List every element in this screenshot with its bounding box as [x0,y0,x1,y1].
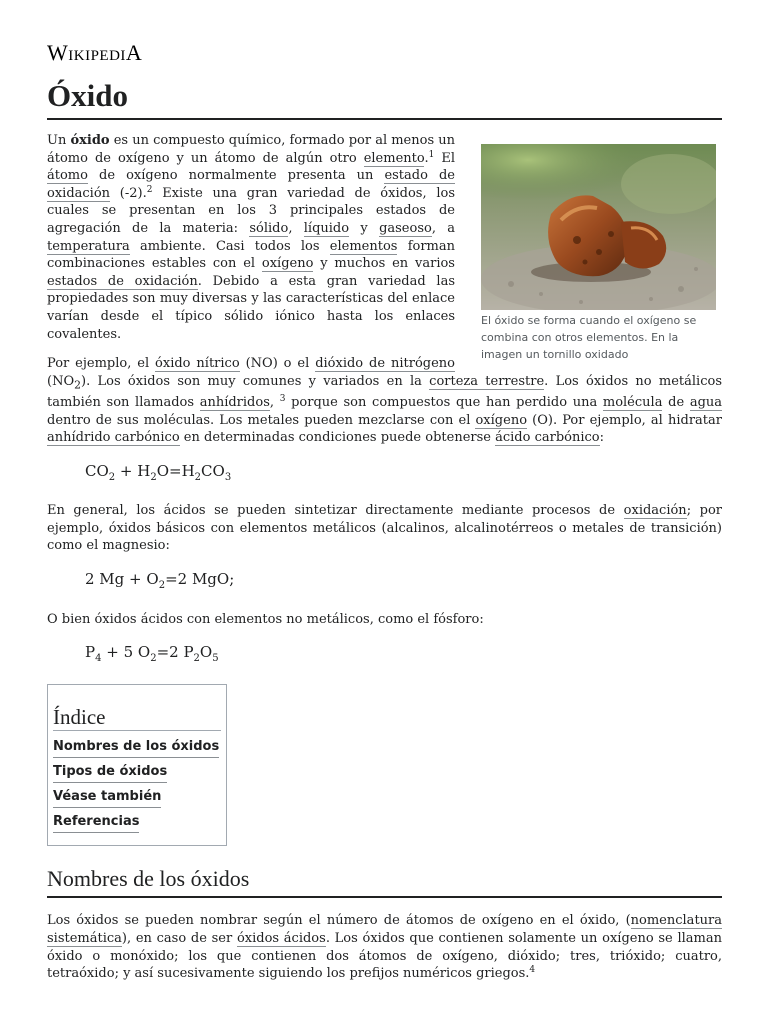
toc-item-referencias[interactable]: Referencias [53,812,139,833]
intro-paragraph: Un óxido es un compuesto químico, formado por al menos un átomo de oxígeno y un átomo de algún otro elemento.$^1$ El átomo de oxígeno normalmente presenta un estado de oxidación (-2).$^2$ Existe una gran variedad de óxidos, los cuales se presentan en los 3 principales estados de agregación de la materia: sólido, líquido y gaseoso, a temperatura ambiente. Casi todos los elementos forman combinaciones estables con el oxígeno y muchos en varios estados de oxidación. Debido a esta gran variedad las propiedades son muy diversas y las características del enlace varían desde el típico sólido iónico hasta los enlaces covalentes. [47,133,456,342]
acids-paragraph: En general, los ácidos se pueden sintetizar directamente mediante procesos de oxidación; por ejemplo, óxidos básicos con elementos metálicos (alcalinos, alcalinotérreos o metales de transición) como el magnesio: [47,503,723,554]
wikipedia-wordmark[interactable]: WikipediA [47,40,143,65]
rusty-bolt-photo[interactable] [481,144,716,310]
equation-carbonic-acid: $CO_2 + H_2O=H_2CO_3$ [85,461,232,483]
link-oxido-nitrico[interactable]: óxido nítrico [155,356,240,372]
link-oxidacion[interactable]: oxidación [623,503,687,519]
link-corteza-terrestre[interactable]: corteza terrestre [429,373,545,389]
table-of-contents [47,684,227,847]
link-oxigeno-2[interactable]: oxígeno [475,412,528,428]
toc-title: Índice [53,709,221,732]
link-elementos[interactable]: elementos [329,238,398,254]
link-estado-de-oxidacion[interactable]: estado de oxidación [47,168,455,201]
article-body [47,132,722,995]
citation-2[interactable]: 2 [146,184,153,195]
toc-item-tipos[interactable]: Tipos de óxidos [53,762,167,783]
link-oxigeno[interactable]: oxígeno [261,256,314,272]
bold-term: óxido [70,133,110,148]
link-molecula[interactable]: molécula [602,394,663,410]
nombres-paragraph: Los óxidos se pueden nombrar según el número de átomos de oxígeno en el óxido, (nomenclatura sistemática), en caso de ser óxidos ácidos. Los óxidos que contienen solamente un oxígeno se llaman óxido o monóxido; los que contienen dos átomos de oxígeno, dióxido; tres, trióxido; cuatro, tetraóxido; y así sucesivamente siguiendo los prefijos numéricos griegos.$^4$ [47,913,722,982]
link-nomenclatura-sistematica[interactable]: nomenclatura sistemática [47,913,722,947]
link-anhidridos[interactable]: anhídridos [199,394,270,410]
equation-phosphorus: $P_4 + 5$ $O_2=2$ $P_2O_5$ [85,643,219,665]
link-atomo[interactable]: átomo [47,168,88,184]
thumbnail-figure [481,144,716,363]
link-temperatura[interactable]: temperatura [47,238,130,254]
equation-magnesium: 2 $Mg + O_2=2$ MgO; [85,570,235,592]
link-oxidos-acidos[interactable]: óxidos ácidos [236,931,326,947]
citation-3[interactable]: 3 [279,393,286,404]
link-gaseoso[interactable]: gaseoso [379,220,432,236]
link-elemento[interactable]: elemento [363,150,425,166]
link-dioxido-de-nitrogeno[interactable]: dióxido de nitrógeno [315,356,455,372]
example-paragraph: Por ejemplo, el óxido nítrico (NO) o el dióxido de nitrógeno $(NO_2)$. Los óxidos son muy comunes y variados en la corteza terrestre. Los óxidos no metálicos también son llamados anhídridos, $^3$ porque son compuestos que han perdido una molécula de agua dentro de sus moléculas. Los metales pueden mezclarse con el oxígeno (O). Por ejemplo, al hidratar anhídrido carbónico en determinadas condiciones puede obtenerse ácido carbónico: [47,356,723,446]
link-liquido[interactable]: líquido [303,220,350,236]
phosphorus-paragraph: O bien óxidos ácidos con elementos no metálicos, como el fósforo: [47,611,484,627]
section-heading-nombres: Nombres de los óxidos [47,866,722,898]
link-solido[interactable]: sólido [249,220,289,236]
figure-caption: El óxido se forma cuando el oxígeno se combina con otros elementos. En la imagen un tornillo oxidado [481,314,697,361]
link-estados-de-oxidacion[interactable]: estados de oxidación [47,273,198,289]
toc-item-vease[interactable]: Véase también [53,787,161,808]
page-title: Óxido [47,76,722,120]
toc-item-nombres[interactable]: Nombres de los óxidos [53,737,219,758]
link-acido-carbonico[interactable]: ácido carbónico [495,430,600,446]
link-anhidrido-carbonico[interactable]: anhídrido carbónico [47,430,180,446]
link-agua[interactable]: agua [689,394,723,410]
citation-1[interactable]: 1 [428,149,435,160]
citation-4[interactable]: 4 [529,965,536,976]
